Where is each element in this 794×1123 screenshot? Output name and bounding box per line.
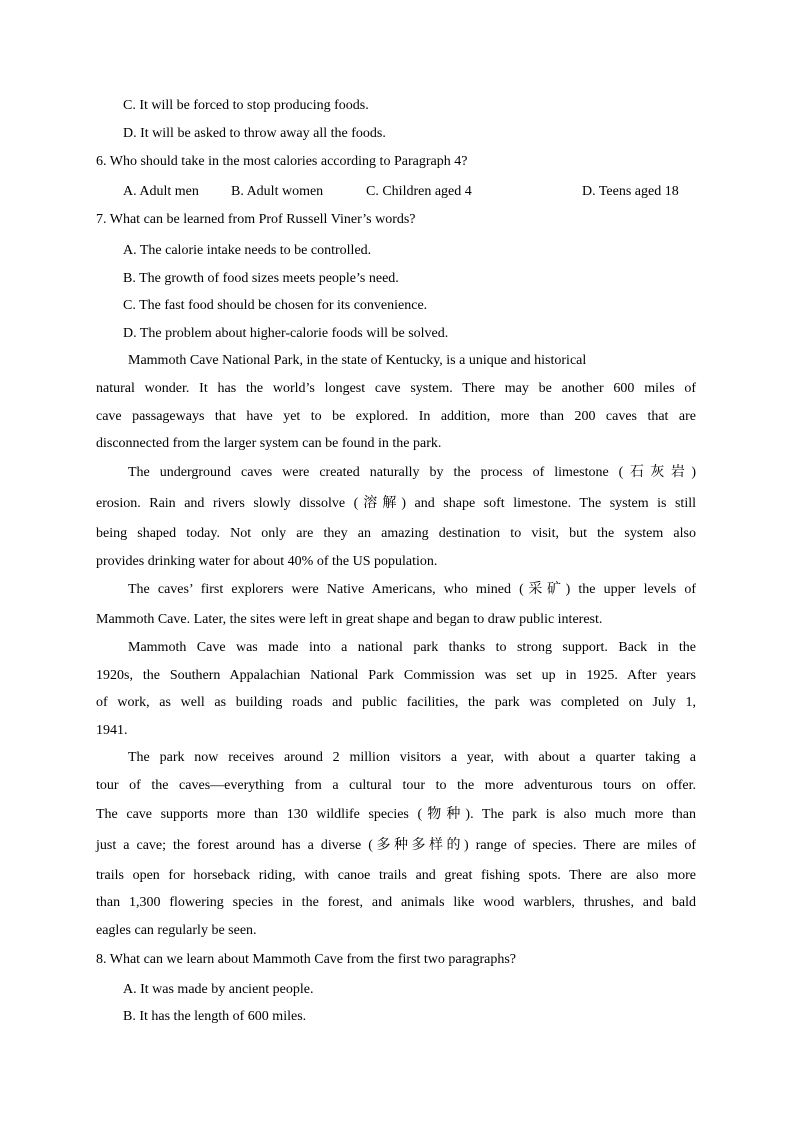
passage-line: Mammoth Cave was made into a national park thanks to strong support. Back in the <box>128 640 696 655</box>
q6-option-d: D. Teens aged 18 <box>582 184 679 199</box>
q7-option-b: B. The growth of food sizes meets people’s need. <box>123 271 399 286</box>
q8-option-b: B. It has the length of 600 miles. <box>123 1009 307 1024</box>
q8-option-a: A. It was made by ancient people. <box>123 982 314 997</box>
q5-option-d: D. It will be asked to throw away all the foods. <box>123 126 386 141</box>
passage-line: of work, as well as building roads and public facilities, the park was completed on July 1, <box>96 695 696 710</box>
passage-line: The cave supports more than 130 wildlife species (物种). The park is also much more than <box>96 807 696 822</box>
q6-option-a: A. Adult men <box>123 184 199 199</box>
passage-line: erosion. Rain and rivers slowly dissolve (溶解) and shape soft limestone. The system is still <box>96 496 696 511</box>
q7-option-d: D. The problem about higher-calorie foods will be solved. <box>123 326 449 341</box>
q6-options <box>123 183 698 201</box>
passage-line: 1941. <box>96 723 128 738</box>
passage-line: being shaped today. Not only are they an amazing destination to visit, but the system also <box>96 526 696 541</box>
q5-option-c: C. It will be forced to stop producing foods. <box>123 98 369 113</box>
passage-line: eagles can regularly be seen. <box>96 923 257 938</box>
q7-option-a: A. The calorie intake needs to be controlled. <box>123 243 372 258</box>
passage-line: tour of the caves—everything from a cultural tour to the more adventurous tours on offer. <box>96 778 696 793</box>
q7-option-c: C. The fast food should be chosen for its convenience. <box>123 298 428 313</box>
q6-option-c: C. Children aged 4 <box>366 184 472 199</box>
passage-line: Mammoth Cave. Later, the sites were left in great shape and began to draw public interest. <box>96 612 603 627</box>
passage-line: disconnected from the larger system can be found in the park. <box>96 436 442 451</box>
passage-line: cave passageways that have yet to be explored. In addition, more than 200 caves that are <box>96 409 696 424</box>
q6-option-b: B. Adult women <box>231 184 324 199</box>
passage-line: Mammoth Cave National Park, in the state of Kentucky, is a unique and historical <box>128 353 587 368</box>
q8-question: 8. What can we learn about Mammoth Cave from the first two paragraphs? <box>96 952 516 967</box>
passage-line: than 1,300 flowering species in the forest, and animals like wood warblers, thrushes, and bald <box>96 895 696 910</box>
passage-line: trails open for horseback riding, with canoe trails and great fishing spots. There are also more <box>96 868 696 883</box>
q7-question: 7. What can be learned from Prof Russell Viner’s words? <box>96 212 416 227</box>
passage-line: The caves’ first explorers were Native Americans, who mined (采矿) the upper levels of <box>128 582 696 597</box>
passage-line: just a cave; the forest around has a diverse (多种多样的) range of species. There are miles of <box>96 838 696 853</box>
passage-line: 1920s, the Southern Appalachian National Park Commission was set up in 1925. After years <box>96 668 696 683</box>
passage-line: The underground caves were created naturally by the process of limestone (石灰岩) <box>128 465 696 480</box>
passage-line: The park now receives around 2 million visitors a year, with about a quarter taking a <box>128 750 696 765</box>
passage-line: natural wonder. It has the world’s longest cave system. There may be another 600 miles of <box>96 381 696 396</box>
q6-question: 6. Who should take in the most calories according to Paragraph 4? <box>96 154 468 169</box>
passage-line: provides drinking water for about 40% of the US population. <box>96 554 438 569</box>
